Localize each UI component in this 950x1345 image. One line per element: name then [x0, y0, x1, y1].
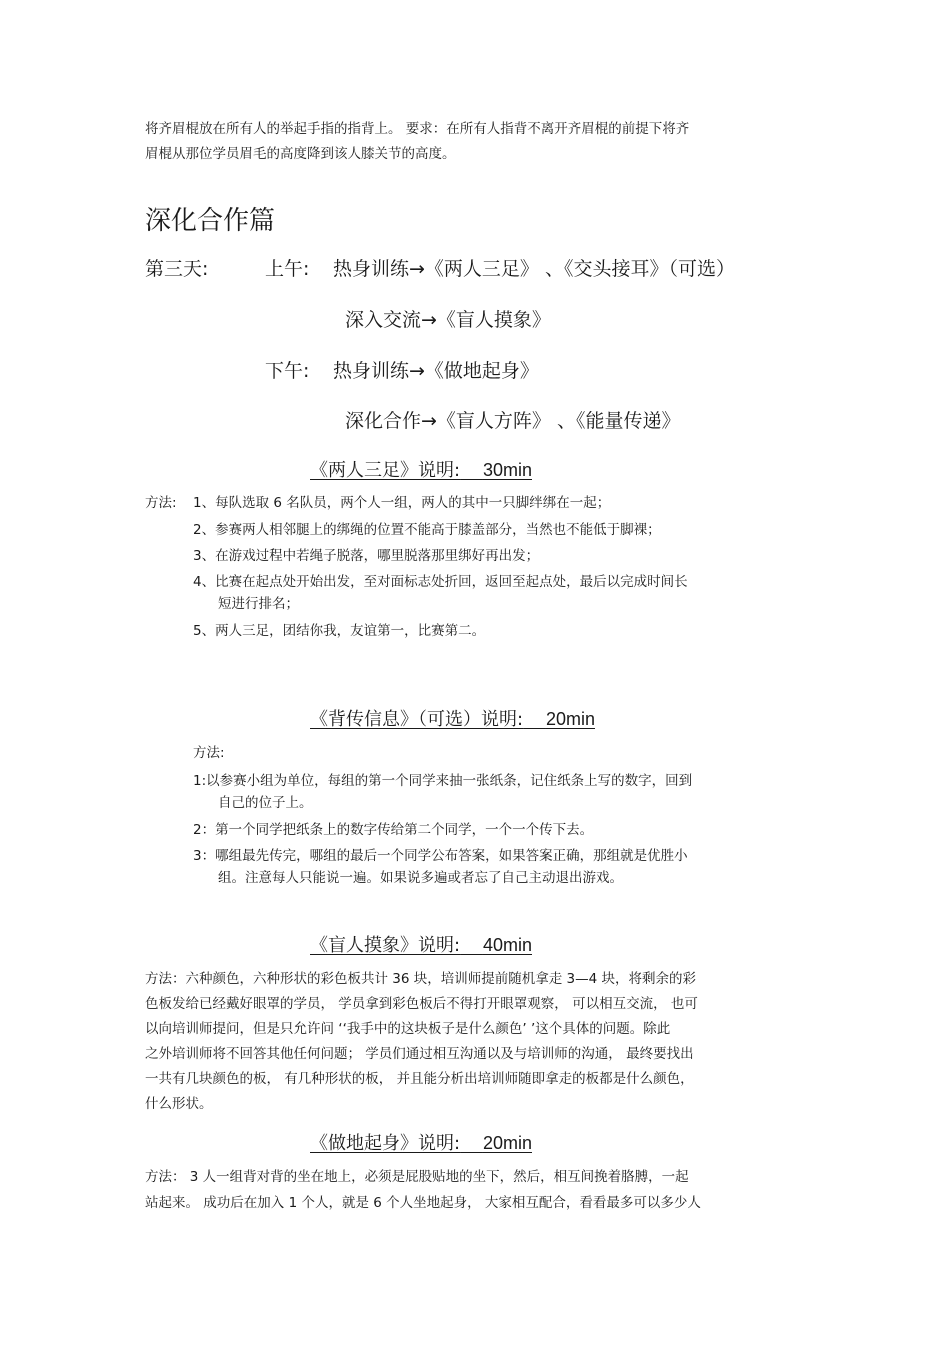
section-title-text: 《盲人摸象》说明:: [310, 935, 461, 956]
schedule-am-line-1: 热身训练→《两人三足》 、《交头接耳》（可选）: [333, 258, 735, 280]
method-label: 方法:: [145, 495, 177, 511]
paragraph-line: 站起来。 成功后在加入 1 个人，就是 6 个人坐地起身， 大家相互配合，看看最多可以多少人: [145, 1195, 701, 1211]
section-title-text: 《两人三足》说明:: [310, 460, 461, 481]
intro-line-1: 将齐眉棍放在所有人的举起手指的指背上。 要求：在所有人指背不离开齐眉棍的前提下将齐: [145, 121, 690, 137]
method-item-2: 2、参赛两人相邻腿上的绑绳的位置不能高于膝盖部分，当然也不能低于脚裸；: [193, 522, 661, 538]
paragraph-line: 方法：六种颜色，六种形状的彩色板共计 36 块，培训师提前随机拿走 3—4 块，将剩余的彩: [145, 971, 697, 987]
schedule-pm-line-1: 热身训练→《做地起身》: [333, 360, 539, 382]
section-title-sit-and-rise: [310, 1129, 532, 1155]
section-title-text: 《做地起身》说明:: [310, 1133, 461, 1154]
method-item-3: 3、在游戏过程中若绳子脱落，哪里脱落那里绑好再出发；: [193, 548, 540, 564]
method-item-1: 1、每队选取 6 名队员，两个人一组，两人的其中一只脚绊绑在一起；: [193, 495, 611, 511]
section-title-blind-men-elephant: [310, 931, 532, 957]
section-title-two-person-three-legs: [310, 456, 532, 482]
schedule-pm-label: 下午:: [265, 360, 310, 382]
method-item-2: 2：第一个同学把纸条上的数字传给第二个同学，一个一个传下去。: [193, 822, 594, 838]
method-item-3-cont: 组。注意每人只能说一遍。如果说多遍或者忘了自己主动退出游戏。: [218, 870, 623, 886]
paragraph-line: 一共有几块颜色的板， 有几种形状的板， 并且能分析出培训师随即拿走的板都是什么颜色，: [145, 1071, 694, 1087]
section-duration: 30min: [482, 460, 532, 480]
method-label: 方法:: [193, 745, 225, 761]
section-duration: 20min: [482, 1133, 532, 1153]
schedule-am-label: 上午:: [265, 258, 310, 280]
method-item-4-cont: 短进行排名；: [218, 596, 299, 612]
schedule-am-line-2: 深入交流→《盲人摸象》: [345, 309, 551, 331]
method-item-4: 4、比赛在起点处开始出发，至对面标志处折回，返回至起点处，最后以完成时间长: [193, 574, 688, 590]
paragraph-line: 色板发给已经戴好眼罩的学员， 学员拿到彩色板后不得打开眼罩观察， 可以相互交流， 也可: [145, 996, 698, 1012]
section-duration: 40min: [482, 935, 532, 955]
intro-line-2: 眉棍从那位学员眉毛的高度降到该人膝关节的高度。: [145, 146, 456, 162]
schedule-pm-line-2: 深化合作→《盲人方阵》 、《能量传递》: [345, 410, 681, 432]
method-item-1: 1:以参赛小组为单位，每组的第一个同学来抽一张纸条，记住纸条上写的数字，回到: [193, 773, 693, 789]
method-item-3: 3：哪组最先传完，哪组的最后一个同学公布答案，如果答案正确，那组就是优胜小: [193, 848, 688, 864]
paragraph-line: 以向培训师提问，但是只允许问 ‘‘我手中的这块板子是什么颜色’ ’这个具体的问题。除此: [145, 1021, 671, 1037]
paragraph-line: 方法： 3 人一组背对背的坐在地上，必须是屁股贴地的坐下，然后，相互间挽着胳膊，一起: [145, 1169, 689, 1185]
paragraph-line: 之外培训师将不回答其他任何问题； 学员们通过相互沟通以及与培训师的沟通， 最终要找出: [145, 1046, 694, 1062]
paragraph-line: 什么形状。: [145, 1096, 213, 1112]
schedule-day: 第三天:: [145, 258, 209, 280]
section-title-text: 《背传信息》（可选）说明:: [310, 709, 524, 730]
section-title-back-pass-info: [310, 705, 595, 731]
chapter-title: 深化合作篇: [145, 206, 276, 236]
method-item-1-cont: 自己的位子上。: [218, 795, 313, 811]
section-duration: 20min: [545, 709, 595, 729]
method-item-5: 5、两人三足，团结你我，友谊第一，比赛第二。: [193, 623, 486, 639]
